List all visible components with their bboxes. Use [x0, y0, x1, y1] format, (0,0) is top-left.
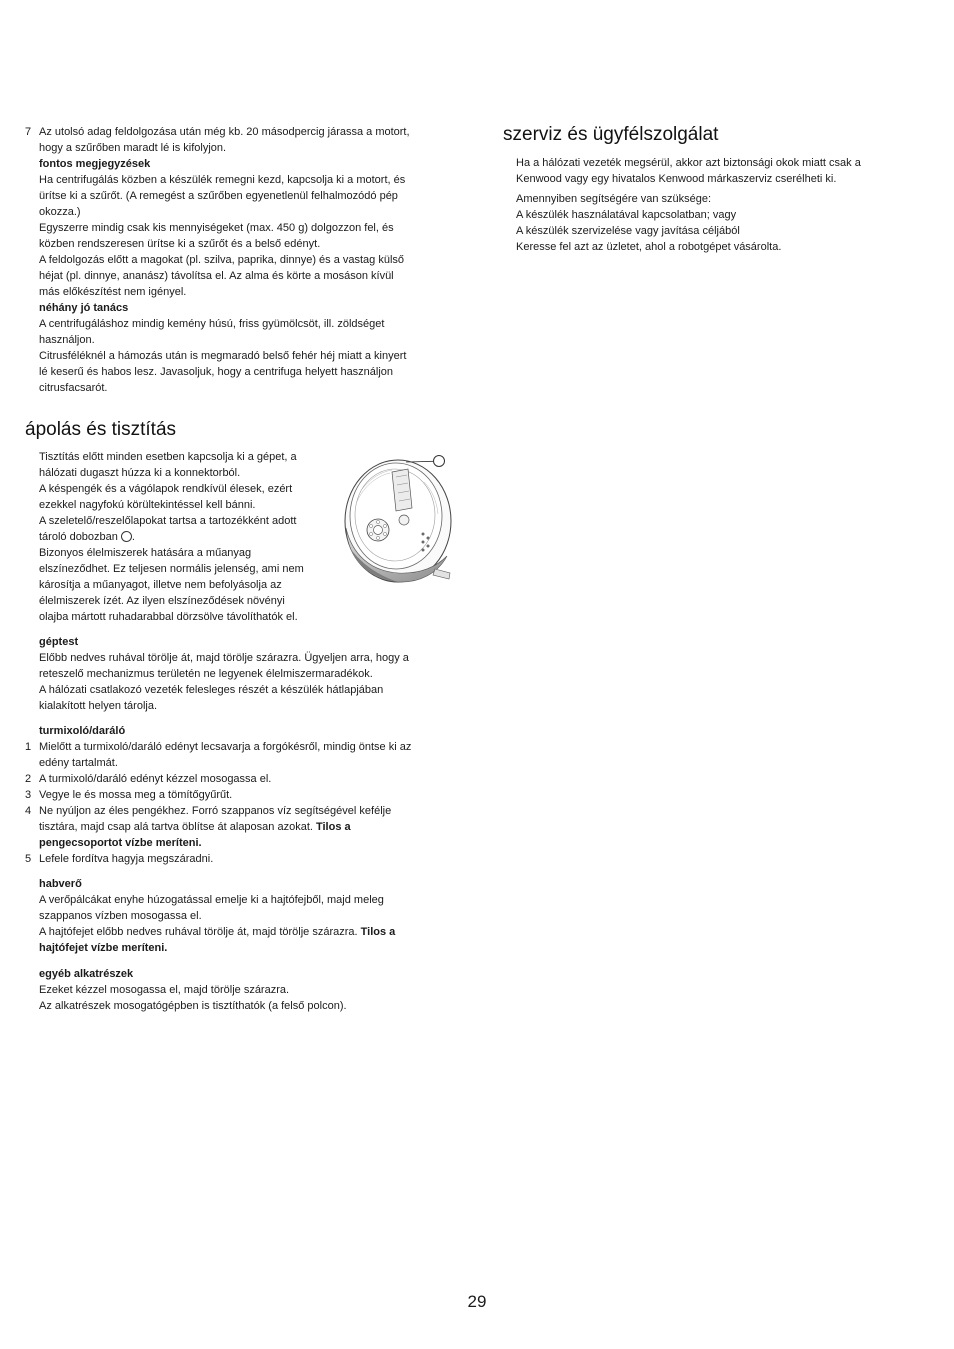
blender-step	[25, 787, 411, 803]
service-contact-block	[516, 191, 781, 255]
step-text-with-warning	[39, 803, 391, 851]
blender-step	[25, 739, 411, 771]
blender-title: turmixoló/daráló	[39, 725, 126, 737]
service-section-heading: szerviz és ügyfélszolgálat	[503, 124, 719, 145]
center-hub	[399, 515, 409, 525]
step-text: Az utolsó adag feldolgozása után még kb. 20 másodpercig járassa a motort, hogy a szűrőben maradt lé is kifolyjon.	[39, 126, 410, 154]
step-text: Ne nyúljon az éles pengékhez. Forró szappanos víz segítségével kefélje tisztára, majd csap alá tartva öblítse át alaposan azokat.	[39, 805, 392, 833]
other-parts-title: egyéb alkatrészek	[39, 968, 134, 980]
step-text: Vegye le és mossa meg a tömítőgyűrűt.	[39, 789, 233, 801]
storage-box-text-end: .	[131, 531, 135, 543]
storage-box-foot	[433, 569, 450, 579]
step-number: 4	[25, 805, 32, 817]
numbered-step-7	[25, 124, 410, 156]
whisk-paragraph-with-warning	[25, 924, 395, 956]
service-line: A készülék szervizelése vagy javítása céljából	[516, 225, 740, 237]
care-intro-paragraph: Tisztítás előtt minden esetben kapcsolja ki a gépet, a hálózati dugaszt húzza ki a konnektorból.	[39, 451, 297, 479]
service-line: Keresse fel azt az üzletet, ahol a robotgépet vásárolta.	[516, 241, 782, 253]
machine-body-paragraph: Előbb nedves ruhával törölje át, majd törölje szárazra. Ügyeljen arra, hogy a reteszelő mechanizmus területén ne legyenek élelmiszermaradékok.	[39, 652, 409, 680]
blender-block	[25, 723, 411, 867]
juicer-notes-block	[25, 124, 410, 396]
blender-step	[25, 803, 411, 851]
step-number: 5	[25, 853, 32, 865]
other-parts-block	[25, 966, 347, 1014]
step-number: 3	[25, 789, 32, 801]
callout-circle	[434, 456, 445, 467]
step-text: A turmixoló/daráló edényt kézzel mosogassa el.	[39, 773, 272, 785]
service-line: Amennyiben segítségére van szüksége:	[516, 193, 712, 205]
care-intro-paragraph: A késpengék és a vágólapok rendkívül élesek, ezért ezekkel nagyfokú körültekintéssel kell bánni.	[39, 483, 293, 511]
control-knob	[367, 519, 389, 541]
important-note-paragraph: Ha centrifugálás közben a készülék remegni kezd, kapcsolja ki a motort, és ürítse ki a szűrőt. (A remegést a szűrőben egyenetlenül felhalmozódó pép okozza.)	[39, 174, 406, 218]
storage-box-text: A szeletelő/reszelőlapokat tartsa a tartozékként adott tároló dobozban	[39, 515, 297, 543]
storage-box-illustration	[340, 452, 460, 587]
care-section-heading: ápolás és tisztítás	[25, 419, 177, 440]
step-warning: Tilos a pengecsoportot vízbe meríteni.	[39, 821, 351, 849]
whisk-warning: Tilos a hajtófejet vízbe meríteni.	[39, 926, 396, 954]
step-text: Mielőtt a turmixoló/daráló edényt lecsavarja a forgókésről, mindig öntse ki az edény tartalmát.	[39, 741, 412, 769]
storage-box-paragraph	[39, 513, 304, 545]
important-note-paragraph: Egyszerre mindig csak kis mennyiségeket (max. 450 g) dolgozzon fel, és közben rendszeresen ürítse ki a szűrőt és a belső edényt.	[39, 222, 394, 250]
important-note-paragraph: A feldolgozás előtt a magokat (pl. szilva, paprika, dinnye) és a vastag külső héjat (pl. dinnye, ananász) távolítsa el. Az alma és körte a mosáson kívül más előkészítést nem igényel.	[39, 254, 405, 298]
other-parts-paragraph: Az alkatrészek mosogatógépben is tisztíthatók (a felső polcon).	[39, 1000, 347, 1012]
tip-paragraph: A centrifugáláshoz mindig kemény húsú, friss gyümölcsöt, ill. zöldséget használjon.	[39, 318, 385, 346]
service-line: A készülék használatával kapcsolatban; vagy	[516, 209, 737, 221]
whisk-title: habverő	[39, 878, 82, 890]
care-intro-block	[39, 449, 304, 625]
whisk-text: A hajtófejet előbb nedves ruhával törölje át, majd törölje szárazra.	[39, 926, 361, 938]
step-number: 2	[25, 773, 32, 785]
blender-step	[25, 851, 411, 867]
tips-title: néhány jó tanács	[39, 302, 129, 314]
tip-paragraph: Citrusféléknél a hámozás után is megmaradó belső fehér héj miatt a kinyert lé keserű és habos lesz. Javasoljuk, hogy a centrifuga helyett használjon citrusfacsarót.	[39, 350, 407, 394]
machine-body-block	[25, 634, 409, 714]
blender-step	[25, 771, 411, 787]
machine-body-paragraph: A hálózati csatlakozó vezeték felesleges részét a készülék hátlapjában kialakított helyen tárolja.	[39, 684, 384, 712]
callout-marker	[121, 531, 132, 542]
important-notes-title: fontos megjegyzések	[39, 158, 151, 170]
service-paragraph: Ha a hálózati vezeték megsérül, akkor azt biztonsági okok miatt csak a Kenwood vagy egy hivatalos Kenwood márkaszerviz cserélheti ki.	[516, 157, 861, 185]
other-parts-paragraph: Ezeket kézzel mosogassa el, majd törölje szárazra.	[39, 984, 290, 996]
step-number: 7	[25, 126, 32, 138]
step-number: 1	[25, 741, 32, 753]
page-number: 29	[467, 1292, 487, 1311]
care-intro-paragraph: Bizonyos élelmiszerek hatására a műanyag elszíneződhet. Ez teljesen normális jelenség, ami nem károsítja a műanyagot, illetve nem befolyásolja az élelmiszerek ízét. Az ilyen elszíneződések növényi olajba mártott ruhadarabbal dörzsölve távolíthatók el.	[39, 547, 304, 623]
whisk-paragraph: A verőpálcákat enyhe húzogatással emelje ki a hajtófejből, majd meleg szappanos vízben mosogassa el.	[39, 894, 384, 922]
whisk-block	[25, 876, 395, 956]
machine-body-title: géptest	[39, 636, 79, 648]
step-text: Lefele fordítva hagyja megszáradni.	[39, 853, 214, 865]
